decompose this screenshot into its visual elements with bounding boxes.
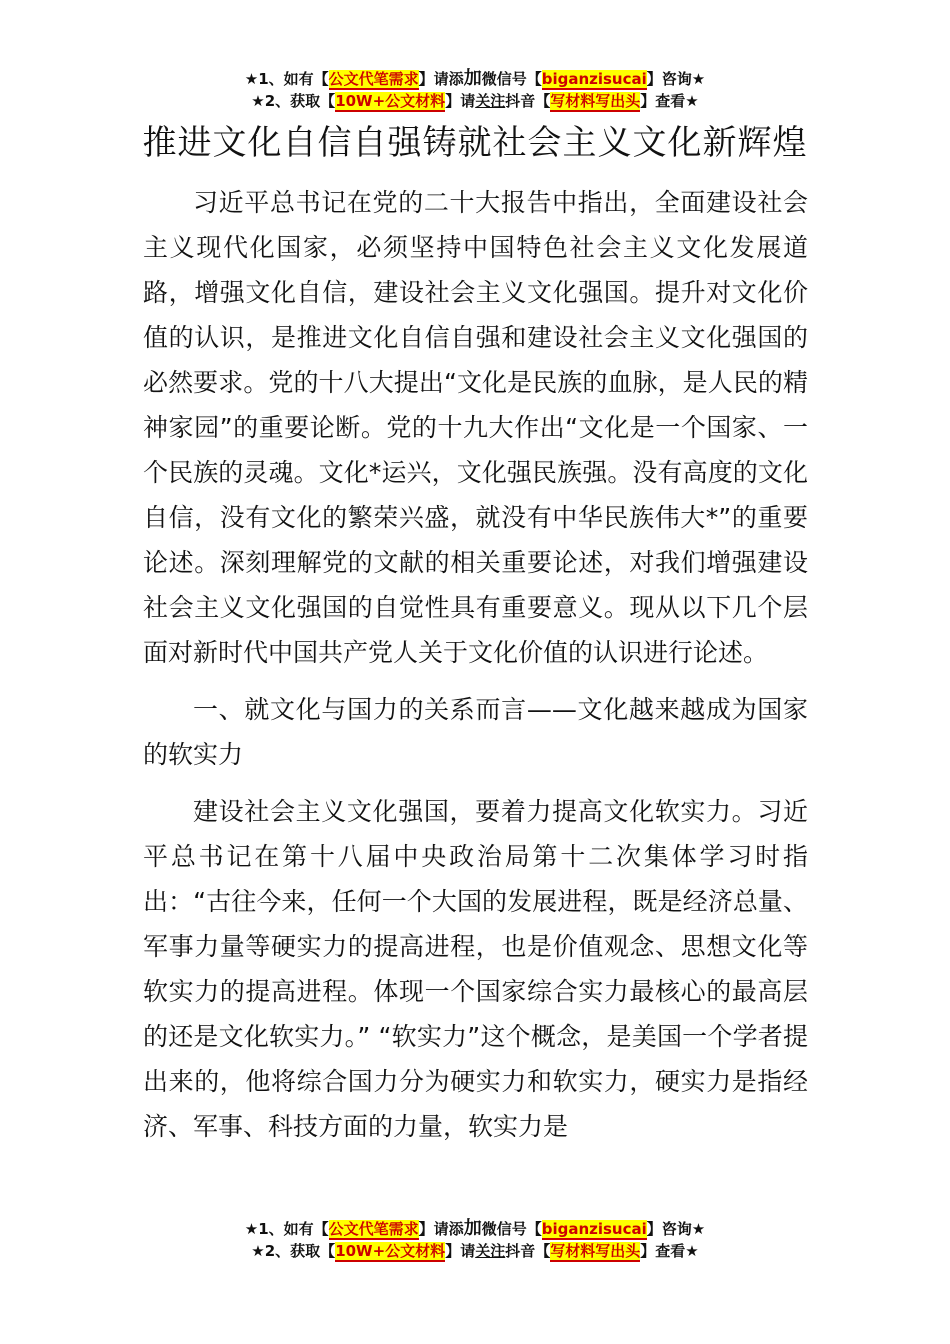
paragraph-section-1: 建设社会主义文化强国，要着力提高文化软实力。习近平总书记在第十八届中央政治局第十二次集体学习时指出：“古往今来，任何一个大国的发展进程，既是经济总量、军事力量等硬实力的提高进程，也是价值观念、思想文化等软实力的提高进程。体现一个国家综合实力最核心的最高层的还是文化软实力。” “软实力”这个概念，是美国一个学者提出来的，他将综合国力分为硬实力和软实力，硬实力是指经济、军事、科技方面的力量，软实力是 — [143, 797, 808, 1141]
highlight-douyin: 写材料写出头 — [550, 1242, 641, 1260]
footer-banner-line-1: ★1、如有【公文代笔需求】请添加微信号【biganzisucai】咨询★ — [244, 1218, 706, 1239]
banner-line-1: ★1、如有【公文代笔需求】请添加微信号【biganzisucai】咨询★ — [244, 68, 706, 89]
highlight-service: 公文代笔需求 — [328, 1220, 419, 1238]
section-heading-1: 一、就文化与国力的关系而言——文化越来越成为国家的软实力 — [143, 695, 808, 769]
footer-banner — [0, 1218, 950, 1262]
highlight-wechat-id: biganzisucai — [541, 70, 647, 88]
header-banner — [0, 68, 950, 112]
highlight-douyin: 写材料写出头 — [550, 92, 641, 110]
highlight-wechat-id: biganzisucai — [541, 1220, 647, 1238]
highlight-service: 公文代笔需求 — [328, 70, 419, 88]
document-body — [143, 180, 808, 1161]
highlight-materials: 10W+公文材料 — [335, 92, 446, 110]
banner-line-2: ★2、获取【10W+公文材料】请关注抖音【写材料写出头】查看★ — [251, 92, 699, 110]
footer-banner-line-2: ★2、获取【10W+公文材料】请关注抖音【写材料写出头】查看★ — [251, 1242, 699, 1260]
paragraph-intro: 习近平总书记在党的二十大报告中指出，全面建设社会主义现代化国家，必须坚持中国特色社会主义文化发展道路，增强文化自信，建设社会主义文化强国。提升对文化价值的认识，是推进文化自信自强和建设社会主义文化强国的必然要求。党的十八大提出“文化是民族的血脉，是人民的精神家园”的重要论断。党的十九大作出“文化是一个国家、一个民族的灵魂。文化*运兴，文化强民族强。没有高度的文化自信，没有文化的繁荣兴盛，就没有中华民族伟大*”的重要论述。深刻理解党的文献的相关重要论述，对我们增强建设社会主义文化强国的自觉性具有重要意义。现从以下几个层面对新时代中国共产党人关于文化价值的认识进行论述。 — [143, 188, 808, 667]
highlight-materials: 10W+公文材料 — [335, 1242, 446, 1260]
document-title: 推进文化自信自强铸就社会主义文化新辉煌 — [142, 123, 808, 163]
